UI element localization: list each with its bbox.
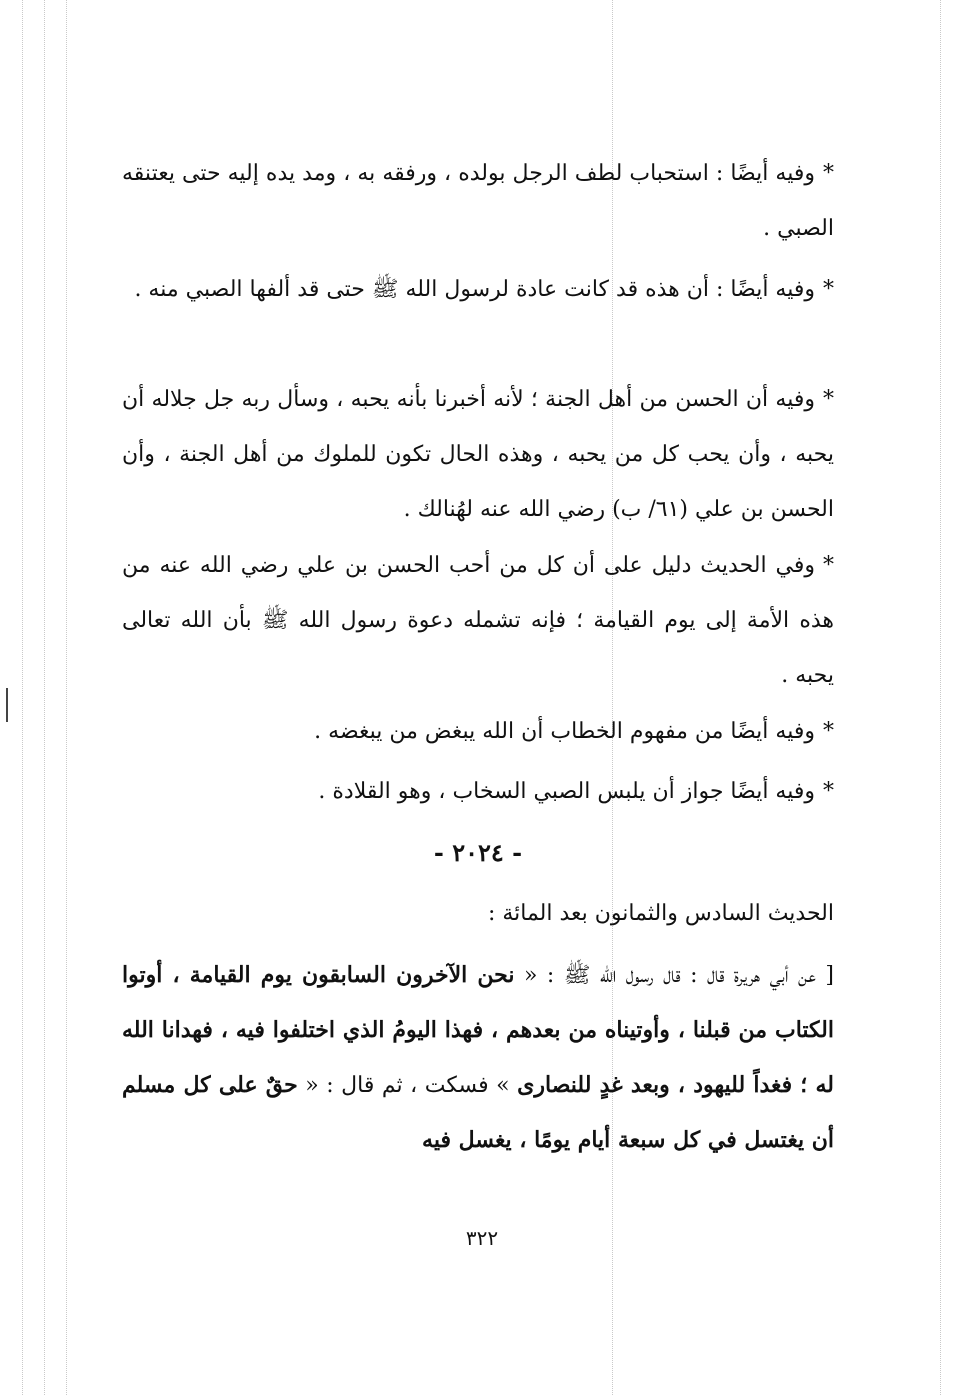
hadith-intro: [ عن أبي هريرة قال : قال رسول الله ﷺ : «	[514, 963, 834, 988]
scan-dotline	[22, 0, 23, 1395]
bullet-icon: *	[823, 553, 834, 578]
paragraph-6	[122, 764, 834, 819]
paragraph-1	[122, 146, 834, 256]
bullet-icon: *	[823, 161, 834, 186]
bullet-icon: *	[823, 719, 834, 744]
scan-mark	[6, 688, 8, 722]
scan-dotline	[66, 0, 67, 1395]
hadith-connector: » فسكت ، ثم قال : «	[297, 1073, 518, 1098]
hadith-text	[122, 948, 834, 1168]
paragraph-5	[122, 704, 834, 759]
bullet-icon: *	[823, 387, 834, 412]
hadith-number: - ٢٠٢٤ -	[433, 838, 523, 867]
paragraph-text: وفيه أيضًا : استحباب لطف الرجل بولده ، ورفقه به ، ومد يده إليه حتى يعتنقه الصبي .	[122, 161, 834, 241]
paragraph-text: وفيه أن الحسن من أهل الجنة ؛ لأنه أخبرنا بأنه يحبه ، وسأل ربه جل جلاله أن يحبه ، وأن يحب كل من يحبه ، وهذه الحال تكون للملوك من أهل الجنة ، وأن الحسن بن علي (٦١/ ب) رضي الله عنه لهُنالك .	[122, 387, 834, 522]
paragraph-text: وفيه أيضًا جواز أن يلبس الصبي السخاب ، وهو القلادة .	[318, 779, 815, 804]
paragraph-text: وفيه أيضًا من مفهوم الخطاب أن الله يبغض من يبغضه .	[314, 719, 815, 744]
paragraph-text: وفي الحديث دليل على أن كل من أحب الحسن بن علي رضي الله عنه من هذه الأمة إلى يوم القيامة ؛ فإنه تشمله دعوة رسول الله ﷺ بأن الله تعالى يحبه .	[122, 553, 834, 688]
paragraph-3	[122, 372, 834, 537]
paragraph-text: وفيه أيضًا : أن هذه قد كانت عادة لرسول الله ﷺ حتى قد ألفها الصبي منه .	[134, 277, 815, 302]
hadith-quote-1: نحن الآخرون السابقون يوم القيامة ، أوتوا الكتاب من قبلنا ، وأوتيناه من بعدهم ، فهذا اليومُ الذي اختلفوا فيه ، فهدانا الله له ؛ فغداً لليهود ، وبعد غدٍ للنصارى	[122, 962, 834, 1098]
page-number: ٣٢٢	[465, 1226, 499, 1250]
paragraph-4	[122, 538, 834, 703]
scan-dotline	[940, 0, 941, 1395]
bullet-icon: *	[823, 779, 834, 804]
hadith-title: الحديث السادس والثمانون بعد المائة :	[487, 901, 834, 926]
scan-dotline	[44, 0, 45, 1395]
hadith-quote-2: حقٌ على كل مسلم أن يغتسل في كل سبعة أيام يومًا ، يغسل فيه	[122, 1072, 834, 1153]
main-text	[122, 0, 834, 1395]
paragraph-2	[122, 262, 834, 317]
bullet-icon: *	[823, 277, 834, 302]
